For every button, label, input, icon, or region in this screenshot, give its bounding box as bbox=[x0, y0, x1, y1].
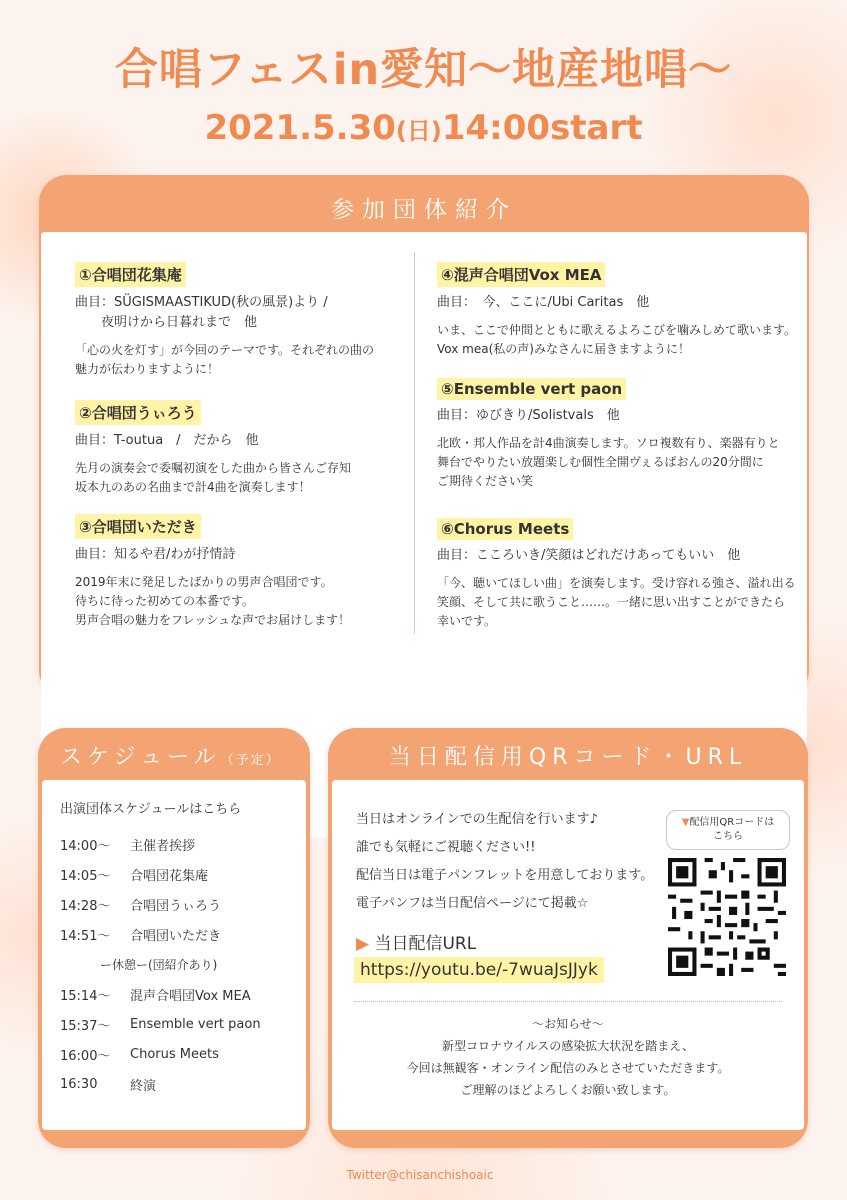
url-heading-text: 当日配信URL bbox=[374, 934, 477, 954]
schedule-title: スケジュール bbox=[60, 745, 221, 770]
page-title: 合唱フェスin愛知～地産地唱～ bbox=[114, 45, 733, 95]
group-song: 曲目： 今、ここに/Ubi Caritas 他 bbox=[437, 295, 650, 310]
group-song: 曲目：ゆびきり/Solistvals 他 bbox=[437, 408, 620, 423]
notice-line: ご理解のほどよろしくお願い致します。 bbox=[460, 1083, 676, 1097]
schedule-row bbox=[60, 889, 288, 919]
group-desc: いま、ここで仲間とともに歌えるよろこびを噛みしめて歌います。 Vox mea(私の声)みなさんに届きますように！ bbox=[437, 323, 797, 356]
day-of-week: (日) bbox=[395, 117, 442, 145]
schedule-row bbox=[60, 1069, 288, 1099]
group-song: 曲目：こころいき/笑顔はどれだけあってもいい 他 bbox=[437, 548, 741, 563]
schedule-content bbox=[42, 780, 306, 1130]
group-card bbox=[437, 378, 797, 491]
stream-info-line: 誰でも気軽にご視聴ください!! bbox=[356, 840, 536, 855]
group-name: ⑤Ensemble vert paon bbox=[437, 378, 626, 400]
stream-content bbox=[332, 780, 804, 1130]
schedule-break: ー休憩ー(団紹介あり) bbox=[100, 957, 218, 972]
group-card bbox=[75, 400, 435, 497]
schedule-row bbox=[60, 919, 288, 949]
schedule-row bbox=[60, 1009, 288, 1039]
event-date bbox=[0, 108, 847, 148]
group-name: ①合唱団花集庵 bbox=[75, 262, 186, 287]
qr-label-text-2: こちら bbox=[713, 831, 743, 842]
schedule-label: 合唱団花集庵 bbox=[130, 868, 209, 884]
group-desc: 先月の演奏会で委嘱初演をした曲から皆さんご存知 坂本九のあの名曲まで計4曲を演奏します！ bbox=[75, 461, 352, 494]
schedule-row bbox=[60, 1039, 288, 1069]
group-card bbox=[437, 518, 797, 631]
group-card bbox=[75, 262, 435, 379]
qr-code-icon[interactable] bbox=[668, 858, 786, 976]
schedule-label: 合唱団うぃろう bbox=[130, 898, 222, 914]
schedule-time: 14:51～ bbox=[60, 928, 111, 944]
group-card bbox=[437, 262, 797, 359]
schedule-label: 合唱団いただき bbox=[130, 928, 222, 944]
schedule-time: 14:05～ bbox=[60, 868, 111, 884]
triangle-right-icon: ▶ bbox=[356, 934, 370, 954]
notice-title: ～お知らせ～ bbox=[532, 1017, 604, 1031]
schedule-time: 14:00～ bbox=[60, 838, 111, 854]
stream-info-line: 配信当日は電子パンフレットを用意しております。 bbox=[356, 868, 654, 883]
schedule-time: 16:30 bbox=[60, 1076, 98, 1092]
stream-heading: 当日配信用QRコード・URL bbox=[388, 745, 748, 770]
schedule-heading bbox=[60, 740, 281, 771]
schedule-panel bbox=[38, 728, 310, 1148]
group-name: ⑥Chorus Meets bbox=[437, 518, 573, 540]
schedule-time: 16:00～ bbox=[60, 1048, 111, 1064]
schedule-time: 15:37～ bbox=[60, 1018, 111, 1034]
group-song: 曲目：知るや君/わが抒情詩 bbox=[75, 547, 236, 562]
group-name: ④混声合唱団Vox MEA bbox=[437, 262, 605, 287]
stream-info-line: 電子パンフは当日配信ページにて掲載☆ bbox=[356, 896, 589, 911]
stream-panel bbox=[328, 728, 808, 1148]
schedule-intro: 出演団体スケジュールはこちら bbox=[60, 802, 242, 817]
schedule-row bbox=[60, 829, 288, 859]
group-desc: 「心の火を灯す」が今回のテーマです。それぞれの曲の 魅力が伝わりますように！ bbox=[75, 343, 375, 376]
start-time: 14:00start bbox=[441, 108, 643, 148]
stream-info-line: 当日はオンラインでの生配信を行います♪ bbox=[356, 812, 598, 827]
schedule-time: 15:14～ bbox=[60, 988, 111, 1004]
groups-heading: 参加団体紹介 bbox=[331, 197, 517, 223]
schedule-row bbox=[60, 979, 288, 1009]
twitter-handle[interactable]: Twitter@chisanchishoaic bbox=[346, 1168, 494, 1182]
date-value: 2021.5.30 bbox=[204, 108, 396, 148]
schedule-label: Ensemble vert paon bbox=[130, 1016, 261, 1032]
schedule-label: 主催者挨拶 bbox=[130, 838, 196, 854]
group-card bbox=[75, 514, 435, 630]
stream-url-link[interactable]: https://youtu.be/-7wuaJsJJyk bbox=[354, 957, 604, 983]
schedule-label: Chorus Meets bbox=[130, 1046, 219, 1062]
notice-divider bbox=[354, 1001, 782, 1002]
group-name: ②合唱団うぃろう bbox=[75, 400, 201, 425]
notice-line: 新型コロナウイルスの感染拡大状況を踏まえ、 bbox=[441, 1039, 694, 1053]
url-heading bbox=[356, 929, 476, 954]
groups-body bbox=[41, 232, 807, 664]
schedule-row bbox=[60, 859, 288, 889]
notice-line: 今回は無観客・オンライン配信のみとさせていただきます。 bbox=[406, 1061, 730, 1075]
qr-label-text: 配信用QRコードは bbox=[689, 817, 775, 828]
schedule-subtitle: （予定） bbox=[220, 753, 281, 768]
schedule-time: 14:28～ bbox=[60, 898, 111, 914]
group-desc: 「今、聴いてほしい曲」を演奏します。受け容れる強さ、溢れ出る 笑顔、そして共に歌うこと……。一緒に思い出すことができたら 幸いです。 bbox=[437, 576, 796, 628]
group-desc: 北欧・邦人作品を計4曲演奏します。ソロ複数有り、楽器有りと 舞台でやりたい放題楽しむ個性全開ヴぇるぱおんの20分間に ご期待ください笑 bbox=[437, 436, 780, 488]
triangle-down-icon: ▼ bbox=[681, 817, 690, 828]
group-name: ③合唱団いただき bbox=[75, 514, 201, 539]
group-song: 曲目：SÜGISMAASTIKUD(秋の風景)より / 夜明けから日暮れまで 他 bbox=[75, 295, 328, 330]
qr-label bbox=[666, 810, 790, 850]
group-song: 曲目：T-outua / だから 他 bbox=[75, 433, 259, 448]
schedule-label: 終演 bbox=[130, 1078, 157, 1094]
schedule-label: 混声合唱団Vox MEA bbox=[130, 988, 251, 1004]
group-desc: 2019年末に発足したばかりの男声合唱団です。 待ちに待った初めての本番です。 男声合唱の魅力をフレッシュな声でお届けします！ bbox=[75, 575, 351, 627]
